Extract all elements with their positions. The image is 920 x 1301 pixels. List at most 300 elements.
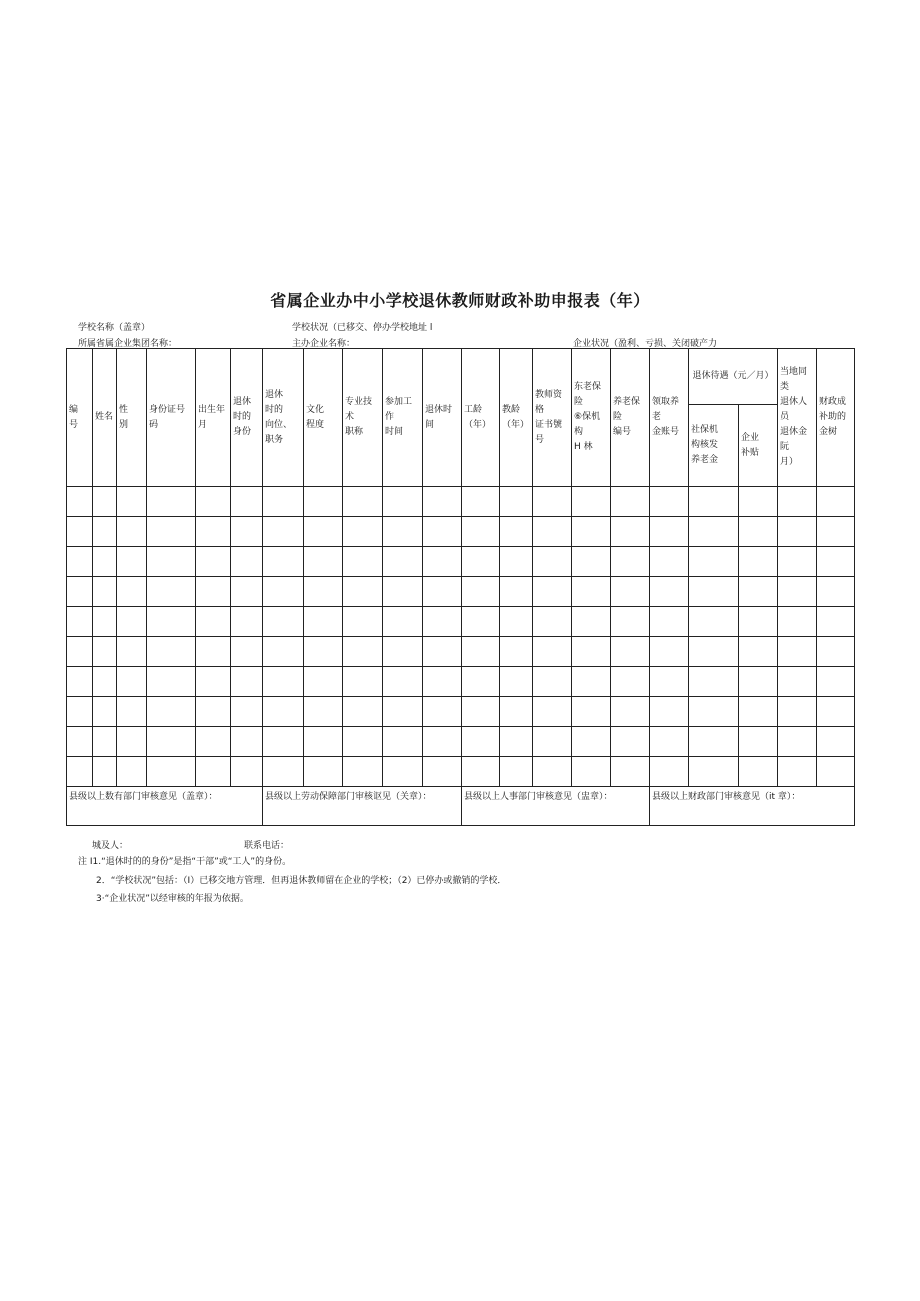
table-cell[interactable] (383, 517, 423, 547)
table-cell[interactable] (343, 517, 383, 547)
table-cell[interactable] (817, 757, 855, 787)
table-cell[interactable] (423, 607, 462, 637)
table-cell[interactable] (117, 667, 147, 697)
table-cell[interactable] (423, 667, 462, 697)
table-cell[interactable] (500, 697, 533, 727)
column-header-line: 养老保险 (613, 397, 641, 422)
table-cell[interactable] (67, 667, 93, 697)
finance-approval-cell[interactable] (650, 787, 855, 826)
table-cell[interactable] (689, 757, 739, 787)
column-header-line: 号 (69, 419, 79, 430)
table-cell[interactable] (533, 667, 572, 697)
table-cell[interactable] (263, 607, 304, 637)
column-header-line: 出生年 (198, 404, 226, 415)
application-table (66, 348, 855, 826)
table-cell[interactable] (650, 607, 689, 637)
table-cell[interactable] (611, 727, 650, 757)
education-approval-label: 县级以上数有部门审核意见（盖章）： (69, 792, 218, 802)
column-header-line: 工龄 (464, 404, 483, 415)
column-header (196, 349, 231, 487)
table-row (67, 637, 855, 667)
personnel-approval-label: 县级以上人事部门审核意见（盅章）： (464, 792, 613, 802)
table-cell[interactable] (231, 727, 263, 757)
table-cell[interactable] (572, 697, 611, 727)
table-cell[interactable] (689, 667, 739, 697)
table-cell[interactable] (739, 727, 778, 757)
table-cell[interactable] (383, 487, 423, 517)
table-cell[interactable] (689, 577, 739, 607)
column-header (572, 349, 611, 487)
column-header-line: 财政成 (819, 397, 847, 407)
table-cell[interactable] (304, 757, 343, 787)
table-cell[interactable] (147, 757, 196, 787)
table-cell[interactable] (778, 607, 817, 637)
treatment-subheader (689, 405, 739, 487)
table-cell[interactable] (500, 487, 533, 517)
table-cell[interactable] (817, 547, 855, 577)
table-cell[interactable] (93, 547, 117, 577)
treatment-subheader (739, 405, 778, 487)
column-header (231, 349, 263, 487)
table-cell[interactable] (778, 547, 817, 577)
table-cell[interactable] (117, 517, 147, 547)
table-cell[interactable] (739, 607, 778, 637)
table-cell[interactable] (533, 757, 572, 787)
column-header (383, 349, 423, 487)
table-cell[interactable] (817, 487, 855, 517)
table-cell[interactable] (117, 637, 147, 667)
column-header-line: （年） (464, 419, 492, 430)
table-cell[interactable] (304, 667, 343, 697)
table-cell[interactable] (383, 757, 423, 787)
table-cell[interactable] (147, 577, 196, 607)
table-cell[interactable] (533, 547, 572, 577)
column-header (343, 349, 383, 487)
table-cell[interactable] (304, 547, 343, 577)
column-header-line: 程度 (306, 419, 325, 430)
table-cell[interactable] (231, 637, 263, 667)
table-cell[interactable] (147, 487, 196, 517)
table-cell[interactable] (263, 547, 304, 577)
column-header-line: 退休 (233, 397, 252, 407)
table-cell[interactable] (650, 487, 689, 517)
column-header-line: 文化 (306, 404, 325, 415)
table-cell[interactable] (67, 607, 93, 637)
note-2: 2．“学校状况”包括：（I）已移交地方管理．但再退休教师留在企业的学校；（2）已停办或撤销的学校． (96, 876, 507, 886)
table-cell[interactable] (304, 577, 343, 607)
table-cell[interactable] (196, 757, 231, 787)
table-cell[interactable] (196, 547, 231, 577)
table-row (67, 757, 855, 787)
table-cell[interactable] (611, 667, 650, 697)
column-header-line: 时的 (265, 404, 284, 415)
table-cell[interactable] (739, 577, 778, 607)
table-cell[interactable] (343, 637, 383, 667)
table-cell[interactable] (93, 697, 117, 727)
note-3: 3·“企业状况”以经审核的年报为依据。 (96, 894, 249, 904)
table-cell[interactable] (500, 577, 533, 607)
column-header-line: 月 (198, 419, 208, 430)
column-header (423, 349, 462, 487)
table-cell[interactable] (689, 637, 739, 667)
table-cell[interactable] (500, 517, 533, 547)
table-cell[interactable] (572, 637, 611, 667)
column-header-line: 性 (119, 404, 129, 415)
note-1: 注 I1.“退休时的的身份”是指“干部”或“工人”的身份。 (78, 857, 292, 867)
table-cell[interactable] (689, 697, 739, 727)
column-header-line: 教师资格 (535, 389, 563, 415)
retirement-treatment-header: 退休待遇（元／月） (689, 349, 778, 405)
table-cell[interactable] (533, 697, 572, 727)
table-cell[interactable] (304, 727, 343, 757)
enterprise-status-label: 企业状况（盈利、亏损、关闭破产力 (573, 339, 718, 349)
table-cell[interactable] (231, 517, 263, 547)
table-cell[interactable] (611, 697, 650, 727)
column-header-line: 编 (69, 404, 79, 415)
table-cell[interactable] (343, 757, 383, 787)
column-header-line: 金账号 (652, 427, 680, 437)
table-cell[interactable] (147, 517, 196, 547)
table-cell[interactable] (231, 607, 263, 637)
column-header (304, 349, 343, 487)
column-header (67, 349, 93, 487)
table-cell[interactable] (650, 637, 689, 667)
column-header (533, 349, 572, 487)
table-cell[interactable] (572, 727, 611, 757)
table-cell[interactable] (423, 727, 462, 757)
column-header (147, 349, 196, 487)
labor-approval-cell[interactable] (263, 787, 462, 826)
table-cell[interactable] (817, 727, 855, 757)
table-cell[interactable] (304, 697, 343, 727)
table-cell[interactable] (500, 607, 533, 637)
table-cell[interactable] (196, 637, 231, 667)
table-cell[interactable] (739, 757, 778, 787)
column-header-line: 当地同类 (780, 367, 808, 392)
table-cell[interactable] (572, 517, 611, 547)
column-header-line: 教龄 (502, 404, 521, 415)
table-cell[interactable] (611, 547, 650, 577)
table-row (67, 577, 855, 607)
column-header-line: 编号 (613, 427, 632, 437)
table-cell[interactable] (572, 757, 611, 787)
table-cell[interactable] (462, 757, 500, 787)
table-row (67, 727, 855, 757)
table-cell[interactable] (533, 727, 572, 757)
filler-label: 城及人： (92, 841, 129, 851)
table-cell[interactable] (650, 727, 689, 757)
group-name-label: 所属省属企业集团名称： (78, 339, 178, 349)
table-cell[interactable] (650, 577, 689, 607)
table-cell[interactable] (343, 487, 383, 517)
table-cell[interactable] (67, 637, 93, 667)
table-cell[interactable] (383, 547, 423, 577)
table-cell[interactable] (147, 697, 196, 727)
table-cell[interactable] (533, 637, 572, 667)
column-header-line: ⑥保机构 (574, 412, 601, 437)
table-row (67, 487, 855, 517)
treatment-subheader-line: 补贴 (741, 447, 760, 458)
table-cell[interactable] (778, 757, 817, 787)
table-cell[interactable] (462, 727, 500, 757)
table-cell[interactable] (304, 517, 343, 547)
table-cell[interactable] (611, 757, 650, 787)
education-approval-cell[interactable] (67, 787, 263, 826)
table-cell[interactable] (611, 577, 650, 607)
table-cell[interactable] (817, 667, 855, 697)
table-cell[interactable] (147, 667, 196, 697)
table-cell[interactable] (231, 757, 263, 787)
table-cell[interactable] (196, 697, 231, 727)
table-cell[interactable] (67, 727, 93, 757)
table-cell[interactable] (500, 757, 533, 787)
table-cell[interactable] (304, 487, 343, 517)
table-cell[interactable] (650, 667, 689, 697)
table-cell[interactable] (500, 667, 533, 697)
table-cell[interactable] (533, 577, 572, 607)
table-cell[interactable] (343, 697, 383, 727)
table-cell[interactable] (343, 607, 383, 637)
table-cell[interactable] (778, 577, 817, 607)
table-cell[interactable] (739, 667, 778, 697)
table-cell[interactable] (739, 547, 778, 577)
table-cell[interactable] (423, 487, 462, 517)
table-cell[interactable] (383, 667, 423, 697)
table-cell[interactable] (689, 607, 739, 637)
table-cell[interactable] (650, 517, 689, 547)
table-cell[interactable] (263, 517, 304, 547)
table-cell[interactable] (304, 607, 343, 637)
column-header-line: 身份 (233, 427, 252, 437)
table-cell[interactable] (93, 727, 117, 757)
table-cell[interactable] (67, 547, 93, 577)
table-cell[interactable] (650, 757, 689, 787)
table-cell[interactable] (611, 637, 650, 667)
table-cell[interactable] (117, 697, 147, 727)
table-cell[interactable] (117, 577, 147, 607)
column-header (817, 349, 855, 487)
table-cell[interactable] (739, 697, 778, 727)
column-header-line: 证书號号 (535, 419, 563, 445)
column-header-line: 退休 (265, 389, 284, 400)
column-header-line: 时间 (385, 427, 404, 437)
table-cell[interactable] (196, 667, 231, 697)
table-row (67, 607, 855, 637)
table-cell[interactable] (423, 757, 462, 787)
table-cell[interactable] (196, 607, 231, 637)
table-cell[interactable] (343, 727, 383, 757)
table-cell[interactable] (67, 487, 93, 517)
table-cell[interactable] (383, 727, 423, 757)
table-cell[interactable] (93, 757, 117, 787)
table-cell[interactable] (572, 547, 611, 577)
table-cell[interactable] (462, 487, 500, 517)
table-cell[interactable] (196, 577, 231, 607)
table-cell[interactable] (500, 727, 533, 757)
table-cell[interactable] (231, 547, 263, 577)
treatment-subheader-line: 构核发 (691, 440, 719, 450)
table-cell[interactable] (117, 487, 147, 517)
table-cell[interactable] (304, 637, 343, 667)
table-cell[interactable] (67, 697, 93, 727)
table-cell[interactable] (689, 517, 739, 547)
table-cell[interactable] (343, 667, 383, 697)
table-cell[interactable] (778, 487, 817, 517)
table-cell[interactable] (462, 547, 500, 577)
column-header-line: 别 (119, 419, 129, 430)
table-cell[interactable] (739, 517, 778, 547)
table-cell[interactable] (117, 727, 147, 757)
table-cell[interactable] (689, 727, 739, 757)
table-cell[interactable] (196, 727, 231, 757)
table-cell[interactable] (462, 517, 500, 547)
finance-approval-label: 县级以上财政部门审核意见（it 章）： (652, 792, 801, 802)
table-cell[interactable] (231, 697, 263, 727)
table-cell[interactable] (817, 607, 855, 637)
table-cell[interactable] (93, 667, 117, 697)
table-cell[interactable] (263, 757, 304, 787)
table-cell[interactable] (689, 487, 739, 517)
table-cell[interactable] (778, 697, 817, 727)
table-cell[interactable] (147, 637, 196, 667)
table-cell[interactable] (533, 607, 572, 637)
column-header (611, 349, 650, 487)
table-cell[interactable] (117, 757, 147, 787)
table-cell[interactable] (423, 637, 462, 667)
personnel-approval-cell[interactable] (462, 787, 650, 826)
table-cell[interactable] (383, 697, 423, 727)
column-header (650, 349, 689, 487)
column-header-line: 补助的 (819, 412, 847, 422)
table-cell[interactable] (263, 487, 304, 517)
table-cell[interactable] (343, 547, 383, 577)
table-cell[interactable] (263, 637, 304, 667)
column-header-line: 职务 (265, 434, 284, 445)
column-header-line: （年） (502, 419, 530, 430)
table-cell[interactable] (383, 577, 423, 607)
table-row (67, 517, 855, 547)
table-cell[interactable] (263, 697, 304, 727)
treatment-subheader-line: 社保机 (691, 425, 719, 435)
column-header-line: 职称 (345, 427, 364, 437)
table-cell[interactable] (423, 547, 462, 577)
table-cell[interactable] (67, 517, 93, 547)
table-cell[interactable] (462, 607, 500, 637)
table-cell[interactable] (263, 727, 304, 757)
table-cell[interactable] (611, 487, 650, 517)
table-cell[interactable] (147, 607, 196, 637)
table-cell[interactable] (343, 577, 383, 607)
column-header-line: 专业技术 (345, 397, 373, 422)
table-cell[interactable] (533, 517, 572, 547)
table-cell[interactable] (383, 607, 423, 637)
table-cell[interactable] (67, 757, 93, 787)
table-cell[interactable] (196, 517, 231, 547)
table-cell[interactable] (739, 487, 778, 517)
table-cell[interactable] (611, 517, 650, 547)
table-cell[interactable] (67, 577, 93, 607)
table-cell[interactable] (611, 607, 650, 637)
table-cell[interactable] (739, 637, 778, 667)
table-cell[interactable] (817, 517, 855, 547)
column-header-line: 金树 (819, 427, 838, 437)
table-cell[interactable] (817, 697, 855, 727)
column-header-line: 退休人员 (780, 397, 808, 422)
table-cell[interactable] (383, 637, 423, 667)
column-header-line: 时的 (233, 412, 252, 422)
table-cell[interactable] (500, 637, 533, 667)
table-cell[interactable] (93, 577, 117, 607)
table-cell[interactable] (572, 487, 611, 517)
table-cell[interactable] (462, 697, 500, 727)
table-cell[interactable] (196, 487, 231, 517)
table-cell[interactable] (817, 637, 855, 667)
column-header (263, 349, 304, 487)
table-cell[interactable] (778, 517, 817, 547)
column-header-line: 参加工作 (385, 397, 413, 422)
column-header (500, 349, 533, 487)
table-row (67, 667, 855, 697)
table-cell[interactable] (462, 637, 500, 667)
table-cell[interactable] (778, 667, 817, 697)
column-header-line: 向位、 (265, 419, 293, 430)
table-cell[interactable] (231, 487, 263, 517)
table-cell[interactable] (572, 607, 611, 637)
table-cell[interactable] (147, 727, 196, 757)
column-header (93, 349, 117, 487)
table-cell[interactable] (263, 667, 304, 697)
table-cell[interactable] (462, 667, 500, 697)
table-row (67, 697, 855, 727)
phone-label: 联系电话： (244, 841, 290, 851)
table-cell[interactable] (650, 697, 689, 727)
column-header-line: 姓名 (95, 412, 114, 422)
treatment-subheader-line: 企业 (741, 432, 760, 443)
table-cell[interactable] (93, 487, 117, 517)
table-cell[interactable] (147, 547, 196, 577)
table-cell[interactable] (93, 607, 117, 637)
table-cell[interactable] (423, 577, 462, 607)
table-cell[interactable] (231, 577, 263, 607)
table-cell[interactable] (93, 517, 117, 547)
table-cell[interactable] (572, 577, 611, 607)
table-cell[interactable] (533, 487, 572, 517)
table-cell[interactable] (689, 547, 739, 577)
column-header (117, 349, 147, 487)
table-cell[interactable] (231, 667, 263, 697)
column-header (778, 349, 817, 487)
table-cell[interactable] (423, 697, 462, 727)
page-title: 省属企业办中小学校退休教师财政补助申报表（年） (270, 291, 650, 310)
table-cell[interactable] (93, 637, 117, 667)
table-cell[interactable] (572, 667, 611, 697)
table-cell[interactable] (778, 637, 817, 667)
treatment-subheader-line: 养老金 (691, 455, 719, 465)
table-cell[interactable] (423, 517, 462, 547)
column-header-line: 退休时间 (425, 404, 453, 430)
table-cell[interactable] (117, 547, 147, 577)
table-cell[interactable] (462, 577, 500, 607)
column-header-line: 东老保险 (574, 382, 602, 407)
table-cell[interactable] (650, 547, 689, 577)
school-status-label: 学校状况（已移交、停办学校地址 l (292, 323, 433, 333)
table-row (67, 547, 855, 577)
table-cell[interactable] (778, 727, 817, 757)
table-cell[interactable] (263, 577, 304, 607)
table-cell[interactable] (500, 547, 533, 577)
table-cell[interactable] (817, 577, 855, 607)
table-cell[interactable] (117, 607, 147, 637)
